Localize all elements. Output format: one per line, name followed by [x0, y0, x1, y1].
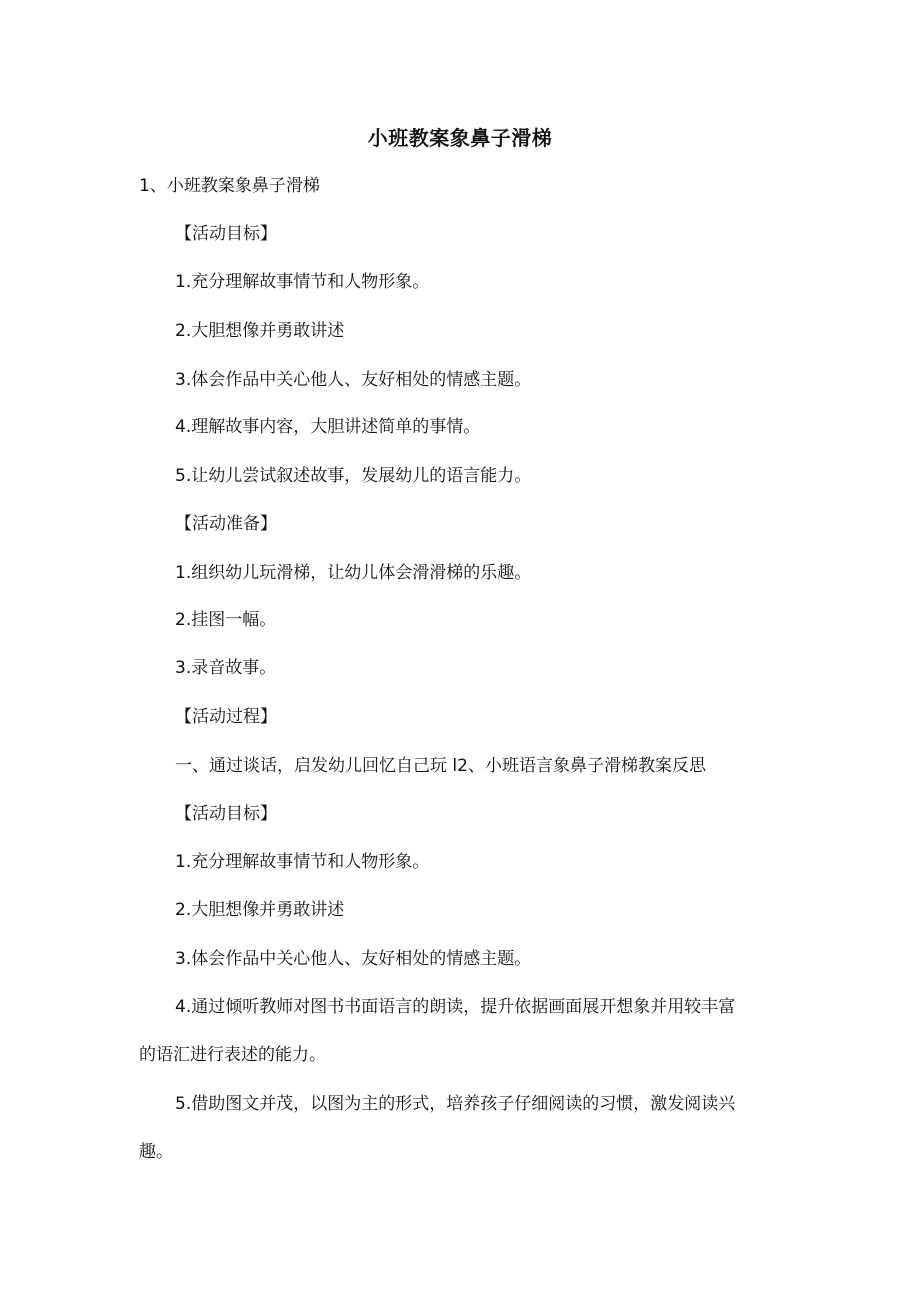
paragraph: 3.录音故事。	[175, 658, 277, 678]
document-title: 小班教案象鼻子滑梯	[367, 126, 553, 150]
paragraph-continuation: 趣。	[139, 1142, 173, 1162]
section-heading: 1、小班教案象鼻子滑梯	[139, 176, 320, 196]
paragraph: 1.组织幼儿玩滑梯，让幼儿体会滑滑梯的乐趣。	[175, 563, 532, 583]
paragraph: 2.大胆想像并勇敢讲述	[175, 321, 345, 341]
subheading-goals: 【活动目标】	[175, 224, 277, 244]
subheading-goals: 【活动目标】	[175, 804, 277, 824]
paragraph: 5.让幼儿尝试叙述故事，发展幼儿的语言能力。	[175, 466, 532, 486]
paragraph: 1.充分理解故事情节和人物形象。	[175, 272, 430, 292]
subheading-process: 【活动过程】	[175, 707, 277, 727]
paragraph: 2.大胆想像并勇敢讲述	[175, 900, 345, 920]
paragraph: 4.通过倾听教师对图书书面语言的朗读，提升依据画面展开想象并用较丰富	[175, 997, 736, 1017]
paragraph: 一、通过谈话，启发幼儿回忆自己玩 l2、小班语言象鼻子滑梯教案反思	[175, 756, 706, 776]
paragraph: 4.理解故事内容，大胆讲述简单的事情。	[175, 417, 481, 437]
paragraph: 3.体会作品中关心他人、友好相处的情感主题。	[175, 370, 532, 390]
paragraph: 2.挂图一幅。	[175, 610, 277, 630]
paragraph: 5.借助图文并茂，以图为主的形式，培养孩子仔细阅读的习惯，激发阅读兴	[175, 1094, 736, 1114]
paragraph: 3.体会作品中关心他人、友好相处的情感主题。	[175, 949, 532, 969]
paragraph-continuation: 的语汇进行表述的能力。	[139, 1045, 326, 1065]
subheading-preparation: 【活动准备】	[175, 514, 277, 534]
paragraph: 1.充分理解故事情节和人物形象。	[175, 852, 430, 872]
